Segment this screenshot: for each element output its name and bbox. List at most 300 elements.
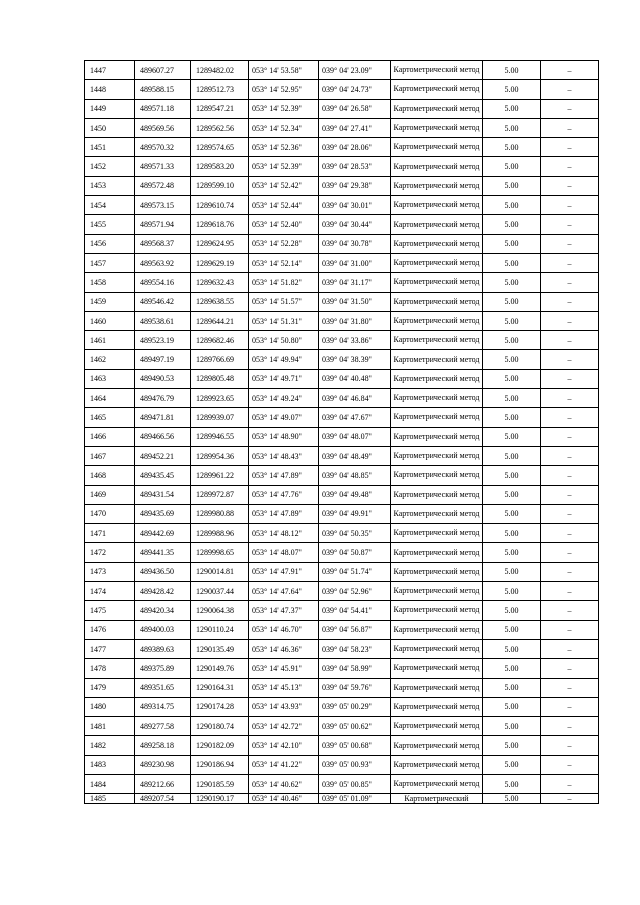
table-row: [85, 99, 599, 118]
x-coordinate: 489428.42: [135, 582, 191, 601]
method: Картометрический метод: [391, 331, 483, 350]
latitude: 053° 14' 49.24": [249, 389, 319, 408]
latitude: 053° 14' 49.07": [249, 408, 319, 427]
y-coordinate: 1289766.69: [191, 350, 249, 369]
coordinates-table: [84, 60, 599, 804]
description-dash: –: [541, 524, 599, 543]
x-coordinate: 489569.56: [135, 118, 191, 137]
accuracy: 5.00: [483, 543, 541, 562]
point-number: 1470: [85, 504, 135, 523]
description-dash: –: [541, 408, 599, 427]
y-coordinate: 1290186.94: [191, 755, 249, 774]
point-number: 1471: [85, 524, 135, 543]
table-row: [85, 292, 599, 311]
table-row: [85, 61, 599, 80]
latitude: 053° 14' 47.91": [249, 562, 319, 581]
point-number: 1448: [85, 80, 135, 99]
x-coordinate: 489277.58: [135, 717, 191, 736]
accuracy: 5.00: [483, 504, 541, 523]
x-coordinate: 489375.89: [135, 659, 191, 678]
y-coordinate: 1290180.74: [191, 717, 249, 736]
description-dash: –: [541, 253, 599, 272]
description-dash: –: [541, 659, 599, 678]
y-coordinate: 1290135.49: [191, 639, 249, 658]
accuracy: 5.00: [483, 774, 541, 793]
point-number: 1465: [85, 408, 135, 427]
table-row: [85, 794, 599, 804]
x-coordinate: 489400.03: [135, 620, 191, 639]
x-coordinate: 489314.75: [135, 697, 191, 716]
latitude: 053° 14' 52.44": [249, 196, 319, 215]
longitude: 039° 04' 50.87": [319, 543, 391, 562]
x-coordinate: 489570.32: [135, 138, 191, 157]
x-coordinate: 489466.56: [135, 427, 191, 446]
description-dash: –: [541, 157, 599, 176]
y-coordinate: 1290149.76: [191, 659, 249, 678]
x-coordinate: 489571.33: [135, 157, 191, 176]
table-row: [85, 408, 599, 427]
accuracy: 5.00: [483, 311, 541, 330]
point-number: 1481: [85, 717, 135, 736]
longitude: 039° 04' 46.84": [319, 389, 391, 408]
longitude: 039° 04' 58.99": [319, 659, 391, 678]
table-row: [85, 504, 599, 523]
latitude: 053° 14' 49.94": [249, 350, 319, 369]
x-coordinate: 489563.92: [135, 253, 191, 272]
x-coordinate: 489389.63: [135, 639, 191, 658]
y-coordinate: 1289644.21: [191, 311, 249, 330]
accuracy: 5.00: [483, 736, 541, 755]
latitude: 053° 14' 47.89": [249, 466, 319, 485]
latitude: 053° 14' 52.42": [249, 176, 319, 195]
latitude: 053° 14' 45.13": [249, 678, 319, 697]
description-dash: –: [541, 118, 599, 137]
y-coordinate: 1289599.10: [191, 176, 249, 195]
x-coordinate: 489588.15: [135, 80, 191, 99]
method: Картометрический метод: [391, 99, 483, 118]
y-coordinate: 1289583.20: [191, 157, 249, 176]
method: Картометрический метод: [391, 639, 483, 658]
table-row: [85, 196, 599, 215]
longitude: 039° 04' 48.85": [319, 466, 391, 485]
accuracy: 5.00: [483, 138, 541, 157]
point-number: 1455: [85, 215, 135, 234]
coordinates-sheet: [84, 60, 598, 804]
y-coordinate: 1289972.87: [191, 485, 249, 504]
accuracy: 5.00: [483, 755, 541, 774]
description-dash: –: [541, 273, 599, 292]
accuracy: 5.00: [483, 292, 541, 311]
longitude: 039° 04' 33.86": [319, 331, 391, 350]
longitude: 039° 04' 59.76": [319, 678, 391, 697]
table-row: [85, 678, 599, 697]
y-coordinate: 1289547.21: [191, 99, 249, 118]
description-dash: –: [541, 80, 599, 99]
description-dash: –: [541, 697, 599, 716]
description-dash: –: [541, 292, 599, 311]
method: Картометрический метод: [391, 543, 483, 562]
method: Картометрический метод: [391, 485, 483, 504]
description-dash: –: [541, 620, 599, 639]
x-coordinate: 489538.61: [135, 311, 191, 330]
accuracy: 5.00: [483, 99, 541, 118]
x-coordinate: 489431.54: [135, 485, 191, 504]
table-row: [85, 80, 599, 99]
description-dash: –: [541, 446, 599, 465]
table-row: [85, 774, 599, 793]
method: Картометрический метод: [391, 234, 483, 253]
latitude: 053° 14' 48.07": [249, 543, 319, 562]
method: Картометрический метод: [391, 196, 483, 215]
x-coordinate: 489554.16: [135, 273, 191, 292]
description-dash: –: [541, 311, 599, 330]
accuracy: 5.00: [483, 157, 541, 176]
y-coordinate: 1289946.55: [191, 427, 249, 446]
method: Картометрический метод: [391, 678, 483, 697]
accuracy: 5.00: [483, 562, 541, 581]
description-dash: –: [541, 369, 599, 388]
description-dash: –: [541, 582, 599, 601]
point-number: 1456: [85, 234, 135, 253]
table-row: [85, 543, 599, 562]
table-row: [85, 485, 599, 504]
y-coordinate: 1290182.09: [191, 736, 249, 755]
latitude: 053° 14' 52.28": [249, 234, 319, 253]
accuracy: 5.00: [483, 427, 541, 446]
table-row: [85, 620, 599, 639]
method: Картометрический метод: [391, 157, 483, 176]
method: Картометрический метод: [391, 774, 483, 793]
x-coordinate: 489471.81: [135, 408, 191, 427]
accuracy: 5.00: [483, 350, 541, 369]
latitude: 053° 14' 50.80": [249, 331, 319, 350]
x-coordinate: 489441.35: [135, 543, 191, 562]
longitude: 039° 04' 28.06": [319, 138, 391, 157]
longitude: 039° 04' 48.49": [319, 446, 391, 465]
table-row: [85, 138, 599, 157]
method: Картометрический метод: [391, 369, 483, 388]
y-coordinate: 1290164.31: [191, 678, 249, 697]
y-coordinate: 1290110.24: [191, 620, 249, 639]
point-number: 1472: [85, 543, 135, 562]
table-row: [85, 717, 599, 736]
y-coordinate: 1289988.96: [191, 524, 249, 543]
method: Картометрический метод: [391, 273, 483, 292]
point-number: 1469: [85, 485, 135, 504]
longitude: 039° 04' 51.74": [319, 562, 391, 581]
description-dash: –: [541, 717, 599, 736]
point-number: 1459: [85, 292, 135, 311]
latitude: 053° 14' 49.71": [249, 369, 319, 388]
x-coordinate: 489435.69: [135, 504, 191, 523]
x-coordinate: 489420.34: [135, 601, 191, 620]
latitude: 053° 14' 46.70": [249, 620, 319, 639]
latitude: 053° 14' 51.57": [249, 292, 319, 311]
y-coordinate: 1290174.28: [191, 697, 249, 716]
description-dash: –: [541, 61, 599, 80]
point-number: 1479: [85, 678, 135, 697]
point-number: 1476: [85, 620, 135, 639]
point-number: 1454: [85, 196, 135, 215]
longitude: 039° 05' 00.62": [319, 717, 391, 736]
accuracy: 5.00: [483, 408, 541, 427]
longitude: 039° 04' 56.87": [319, 620, 391, 639]
description-dash: –: [541, 774, 599, 793]
latitude: 053° 14' 52.14": [249, 253, 319, 272]
accuracy: 5.00: [483, 466, 541, 485]
method: Картометрический метод: [391, 118, 483, 137]
method: Картометрический метод: [391, 524, 483, 543]
method: Картометрический метод: [391, 427, 483, 446]
longitude: 039° 04' 30.78": [319, 234, 391, 253]
point-number: 1457: [85, 253, 135, 272]
table-row: [85, 582, 599, 601]
y-coordinate: 1289632.43: [191, 273, 249, 292]
x-coordinate: 489571.94: [135, 215, 191, 234]
description-dash: –: [541, 755, 599, 774]
y-coordinate: 1289923.65: [191, 389, 249, 408]
point-number: 1461: [85, 331, 135, 350]
y-coordinate: 1289610.74: [191, 196, 249, 215]
method: Картометрический метод: [391, 408, 483, 427]
point-number: 1477: [85, 639, 135, 658]
latitude: 053° 14' 47.64": [249, 582, 319, 601]
latitude: 053° 14' 42.72": [249, 717, 319, 736]
longitude: 039° 04' 31.17": [319, 273, 391, 292]
y-coordinate: 1289980.88: [191, 504, 249, 523]
table-row: [85, 755, 599, 774]
table-row: [85, 331, 599, 350]
latitude: 053° 14' 52.39": [249, 157, 319, 176]
longitude: 039° 05' 00.68": [319, 736, 391, 755]
y-coordinate: 1289682.46: [191, 331, 249, 350]
point-number: 1447: [85, 61, 135, 80]
latitude: 053° 14' 52.40": [249, 215, 319, 234]
latitude: 053° 14' 47.89": [249, 504, 319, 523]
accuracy: 5.00: [483, 601, 541, 620]
method: Картометрический метод: [391, 755, 483, 774]
table-row: [85, 118, 599, 137]
accuracy: 5.00: [483, 61, 541, 80]
x-coordinate: 489452.21: [135, 446, 191, 465]
latitude: 053° 14' 40.46": [249, 794, 319, 804]
accuracy: 5.00: [483, 80, 541, 99]
point-number: 1462: [85, 350, 135, 369]
table-row: [85, 697, 599, 716]
description-dash: –: [541, 138, 599, 157]
longitude: 039° 04' 49.91": [319, 504, 391, 523]
x-coordinate: 489490.53: [135, 369, 191, 388]
longitude: 039° 04' 52.96": [319, 582, 391, 601]
description-dash: –: [541, 427, 599, 446]
table-row: [85, 524, 599, 543]
description-dash: –: [541, 562, 599, 581]
description-dash: –: [541, 99, 599, 118]
y-coordinate: 1290185.59: [191, 774, 249, 793]
accuracy: 5.00: [483, 331, 541, 350]
longitude: 039° 04' 31.50": [319, 292, 391, 311]
y-coordinate: 1289954.36: [191, 446, 249, 465]
latitude: 053° 14' 48.90": [249, 427, 319, 446]
x-coordinate: 489207.54: [135, 794, 191, 804]
y-coordinate: 1289618.76: [191, 215, 249, 234]
point-number: 1460: [85, 311, 135, 330]
longitude: 039° 04' 29.38": [319, 176, 391, 195]
latitude: 053° 14' 52.34": [249, 118, 319, 137]
x-coordinate: 489568.37: [135, 234, 191, 253]
longitude: 039° 05' 00.29": [319, 697, 391, 716]
method: Картометрический: [391, 794, 483, 804]
table-row: [85, 273, 599, 292]
description-dash: –: [541, 215, 599, 234]
y-coordinate: 1289939.07: [191, 408, 249, 427]
point-number: 1453: [85, 176, 135, 195]
table-row: [85, 234, 599, 253]
accuracy: 5.00: [483, 118, 541, 137]
latitude: 053° 14' 42.10": [249, 736, 319, 755]
description-dash: –: [541, 504, 599, 523]
table-row: [85, 659, 599, 678]
description-dash: –: [541, 485, 599, 504]
method: Картометрический метод: [391, 562, 483, 581]
accuracy: 5.00: [483, 369, 541, 388]
method: Картометрический метод: [391, 389, 483, 408]
point-number: 1482: [85, 736, 135, 755]
longitude: 039° 04' 31.80": [319, 311, 391, 330]
y-coordinate: 1289805.48: [191, 369, 249, 388]
table-row: [85, 176, 599, 195]
method: Картометрический метод: [391, 582, 483, 601]
description-dash: –: [541, 350, 599, 369]
table-row: [85, 215, 599, 234]
description-dash: –: [541, 736, 599, 755]
point-number: 1468: [85, 466, 135, 485]
accuracy: 5.00: [483, 485, 541, 504]
x-coordinate: 489351.65: [135, 678, 191, 697]
accuracy: 5.00: [483, 389, 541, 408]
y-coordinate: 1290014.81: [191, 562, 249, 581]
method: Картометрический метод: [391, 446, 483, 465]
method: Картометрический метод: [391, 80, 483, 99]
y-coordinate: 1290037.44: [191, 582, 249, 601]
table-row: [85, 639, 599, 658]
x-coordinate: 489573.15: [135, 196, 191, 215]
table-row: [85, 562, 599, 581]
description-dash: –: [541, 389, 599, 408]
longitude: 039° 05' 01.09": [319, 794, 391, 804]
latitude: 053° 14' 41.22": [249, 755, 319, 774]
method: Картометрический метод: [391, 620, 483, 639]
accuracy: 5.00: [483, 639, 541, 658]
longitude: 039° 04' 54.41": [319, 601, 391, 620]
x-coordinate: 489523.19: [135, 331, 191, 350]
latitude: 053° 14' 40.62": [249, 774, 319, 793]
x-coordinate: 489442.69: [135, 524, 191, 543]
method: Картометрический метод: [391, 466, 483, 485]
x-coordinate: 489546.42: [135, 292, 191, 311]
method: Картометрический метод: [391, 292, 483, 311]
table-row: [85, 466, 599, 485]
table-row: [85, 350, 599, 369]
longitude: 039° 04' 30.44": [319, 215, 391, 234]
table-row: [85, 389, 599, 408]
method: Картометрический метод: [391, 215, 483, 234]
accuracy: 5.00: [483, 273, 541, 292]
x-coordinate: 489476.79: [135, 389, 191, 408]
accuracy: 5.00: [483, 446, 541, 465]
accuracy: 5.00: [483, 524, 541, 543]
y-coordinate: 1289574.65: [191, 138, 249, 157]
description-dash: –: [541, 196, 599, 215]
method: Картометрический метод: [391, 717, 483, 736]
description-dash: –: [541, 794, 599, 804]
longitude: 039° 04' 48.07": [319, 427, 391, 446]
latitude: 053° 14' 47.76": [249, 485, 319, 504]
point-number: 1485: [85, 794, 135, 804]
point-number: 1480: [85, 697, 135, 716]
method: Картометрический метод: [391, 311, 483, 330]
longitude: 039° 04' 38.39": [319, 350, 391, 369]
point-number: 1475: [85, 601, 135, 620]
table-row: [85, 311, 599, 330]
longitude: 039° 04' 28.53": [319, 157, 391, 176]
table-row: [85, 369, 599, 388]
y-coordinate: 1289624.95: [191, 234, 249, 253]
longitude: 039° 04' 58.23": [319, 639, 391, 658]
table-row: [85, 601, 599, 620]
longitude: 039° 04' 49.48": [319, 485, 391, 504]
point-number: 1478: [85, 659, 135, 678]
description-dash: –: [541, 234, 599, 253]
x-coordinate: 489436.50: [135, 562, 191, 581]
method: Картометрический метод: [391, 253, 483, 272]
table-row: [85, 157, 599, 176]
longitude: 039° 04' 24.73": [319, 80, 391, 99]
y-coordinate: 1289512.73: [191, 80, 249, 99]
accuracy: 5.00: [483, 234, 541, 253]
point-number: 1452: [85, 157, 135, 176]
y-coordinate: 1289482.02: [191, 61, 249, 80]
accuracy: 5.00: [483, 697, 541, 716]
x-coordinate: 489435.45: [135, 466, 191, 485]
accuracy: 5.00: [483, 794, 541, 804]
method: Картометрический метод: [391, 659, 483, 678]
accuracy: 5.00: [483, 678, 541, 697]
accuracy: 5.00: [483, 253, 541, 272]
latitude: 053° 14' 43.93": [249, 697, 319, 716]
y-coordinate: 1290190.17: [191, 794, 249, 804]
longitude: 039° 04' 40.48": [319, 369, 391, 388]
latitude: 053° 14' 48.12": [249, 524, 319, 543]
description-dash: –: [541, 543, 599, 562]
longitude: 039° 05' 00.93": [319, 755, 391, 774]
description-dash: –: [541, 678, 599, 697]
point-number: 1449: [85, 99, 135, 118]
method: Картометрический метод: [391, 176, 483, 195]
longitude: 039° 04' 31.00": [319, 253, 391, 272]
latitude: 053° 14' 52.95": [249, 80, 319, 99]
y-coordinate: 1290064.38: [191, 601, 249, 620]
description-dash: –: [541, 466, 599, 485]
table-row: [85, 427, 599, 446]
y-coordinate: 1289638.55: [191, 292, 249, 311]
point-number: 1463: [85, 369, 135, 388]
longitude: 039° 04' 30.01": [319, 196, 391, 215]
method: Картометрический метод: [391, 697, 483, 716]
method: Картометрический метод: [391, 350, 483, 369]
longitude: 039° 04' 50.35": [319, 524, 391, 543]
longitude: 039° 04' 47.67": [319, 408, 391, 427]
